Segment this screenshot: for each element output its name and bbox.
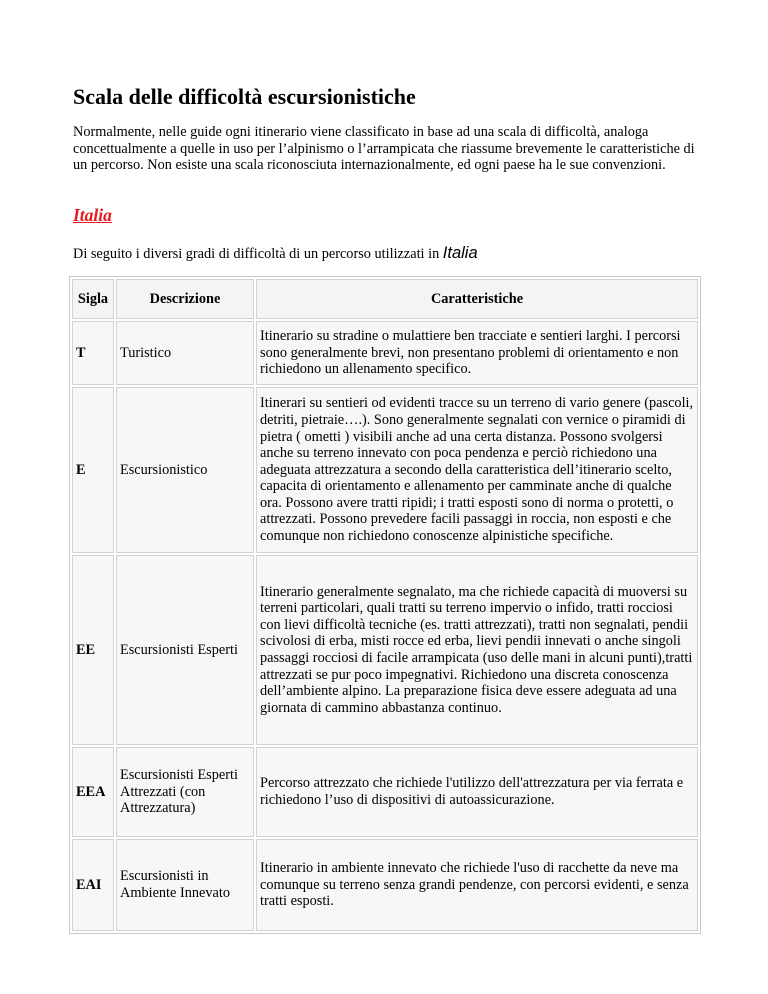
- subline-text: Di seguito i diversi gradi di difficoltà di un percorso utilizzati in: [73, 246, 440, 262]
- table-row: [72, 839, 698, 931]
- header-sigla: Sigla: [72, 279, 114, 319]
- header-caratteristiche: Caratteristiche: [256, 279, 698, 319]
- page-title: Scala delle difficoltà escursionistiche: [73, 84, 416, 109]
- row-descrizione: Escursionistico: [116, 387, 254, 553]
- intro-paragraph: Normalmente, nelle guide ogni itinerario viene classificato in base ad una scala di difficoltà, analoga concettualmente a quelle in uso per l’alpinismo o l’arrampicata che riassume brevemente le caratteristiche di un percorso. Non esiste una scala riconosciuta internazionalmente, ed ogni paese ha le sue convenzioni.: [73, 124, 695, 174]
- table-row: [72, 747, 698, 837]
- row-sigla: E: [72, 387, 114, 553]
- row-descrizione: Escursionisti Esperti: [116, 555, 254, 745]
- section-heading-link[interactable]: Italia: [73, 205, 112, 225]
- row-caratteristiche: Percorso attrezzato che richiede l'utilizzo dell'attrezzatura per via ferrata e richiedono l’uso di dispositivi di autoassicurazione.: [256, 747, 698, 837]
- row-descrizione: Escursionisti in Ambiente Innevato: [116, 839, 254, 931]
- row-caratteristiche: Itinerari su sentieri od evidenti tracce su un terreno di vario genere (pascoli, detriti, pietraie….). Sono generalmente segnalati con vernice o piramidi di pietra ( ometti ) visibili anche ad una certa distanza. Possono svolgersi anche su terreno innevato con poca pendenza e perciò richiedono una adeguata attrezzatura a secondo della caratteristica dell’itinerario scelto, capacita di orientamento e allenamento per camminate anche di qualche ora. Possono avere tratti ripidi; i tratti esposti sono di norma o protetti, o attrezzati. Possono prevedere facili passaggi in roccia, non esposti e che comunque non richiedono conoscenze alpinistiche specifiche.: [256, 387, 698, 553]
- table-row: [72, 321, 698, 385]
- row-caratteristiche: Itinerario generalmente segnalato, ma che richiede capacità di muoversi su terreni particolari, quali tratti su terreno impervio o infido, tratti rocciosi con lievi difficoltà tecniche (es. tratti attrezzati), tratti non segnalati, pendii scivolosi di erba, misti rocce ed erba, lievi pendii innevati o anche singoli passaggi rocciosi di facile arrampicata (uso delle mani in alcuni punti),tratti attrezzati se pur poco impegnativi. Richiedono una discreta conoscenza dell’ambiente alpino. La preparazione fisica deve essere adeguata ad una giornata di cammino abbastanza continuo.: [256, 555, 698, 745]
- difficulty-table: [69, 276, 701, 934]
- header-descrizione: Descrizione: [116, 279, 254, 319]
- table-row: [72, 387, 698, 553]
- section-subline: [73, 244, 478, 263]
- row-sigla: T: [72, 321, 114, 385]
- table-row: [72, 555, 698, 745]
- row-sigla: EEA: [72, 747, 114, 837]
- row-sigla: EAI: [72, 839, 114, 931]
- row-descrizione: Escursionisti Esperti Attrezzati (con Attrezzatura): [116, 747, 254, 837]
- row-caratteristiche: Itinerario su stradine o mulattiere ben tracciate e sentieri larghi. I percorsi sono generalmente brevi, non presentano problemi di orientamento e non richiedono un allenamento specifico.: [256, 321, 698, 385]
- row-caratteristiche: Itinerario in ambiente innevato che richiede l'uso di racchette da neve ma comunque su terreno senza grandi pendenze, con percorsi evidenti, e senza tratti esposti.: [256, 839, 698, 931]
- subline-country: Italia: [442, 244, 478, 262]
- table-header-row: [72, 279, 698, 319]
- row-sigla: EE: [72, 555, 114, 745]
- row-descrizione: Turistico: [116, 321, 254, 385]
